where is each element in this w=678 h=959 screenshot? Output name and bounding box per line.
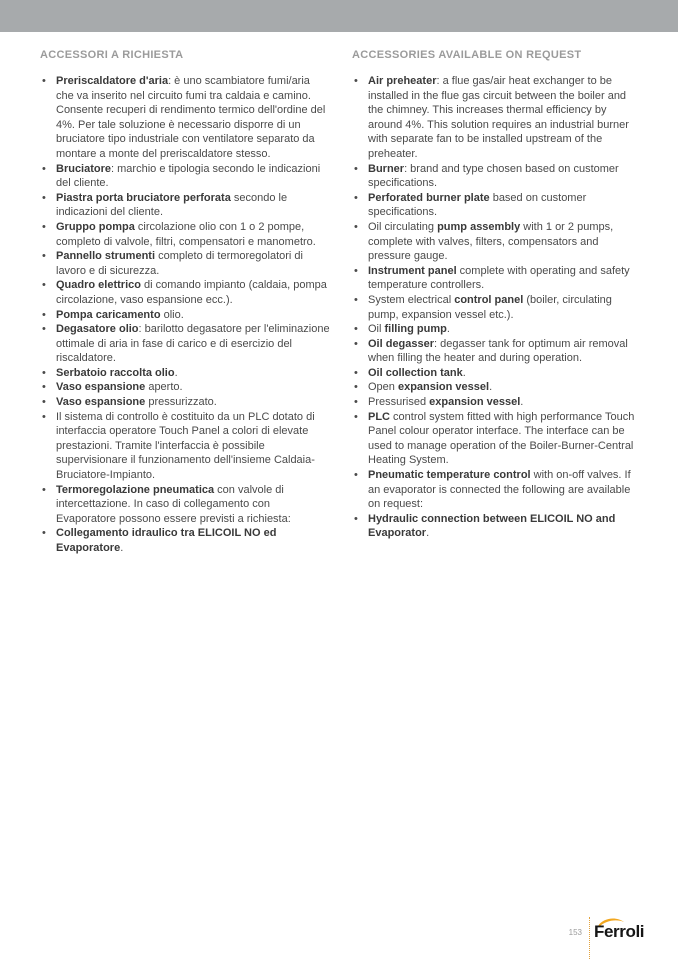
list-item-bold-text: Air preheater <box>368 75 437 87</box>
list-item-text: control system fitted with high performance Touch Panel colour operator interface. The interface can be used to manage operation of the Boiler-Burner-Central Heating System. <box>368 410 635 467</box>
list-item-bold-text: Pompa caricamento <box>56 308 161 321</box>
list-item <box>40 220 330 249</box>
list-item-text: Pressurised <box>368 396 430 409</box>
list-item <box>40 483 330 527</box>
list-item-text: System electrical <box>368 293 455 306</box>
list-item <box>352 380 642 395</box>
top-gray-bar <box>0 0 678 32</box>
list-item <box>40 322 330 366</box>
list-item <box>352 337 642 366</box>
bullet-list-italian <box>40 74 330 556</box>
list-item <box>40 395 330 410</box>
list-item-bold-text: Piastra porta bruciatore perforata <box>56 191 231 204</box>
list-item-bold-text: Perforated burner plate <box>368 191 490 204</box>
left-column-heading: ACCESSORI A RICHIESTA <box>40 49 184 61</box>
list-item-text: Oil circulating <box>368 220 438 233</box>
list-item <box>352 74 642 162</box>
list-item-text: pressurizzato. <box>145 396 217 409</box>
list-item-bold-text: control panel <box>454 293 524 306</box>
list-item-text: with on-off valves. If an evaporator is connected the following are available on request: <box>368 469 631 511</box>
list-item-bold-text: Oil degasser <box>368 337 435 350</box>
list-item-text: Open <box>368 381 398 394</box>
list-item-bold-text: Vaso espansione <box>56 381 146 394</box>
list-item-text: : barilotto degasatore per l'eliminazione ottimale di aria in fase di carico e di esercizio del riscaldatore. <box>56 323 330 365</box>
list-item-bold-text: Degasatore olio <box>56 323 139 336</box>
logo-wordmark: Ferroli <box>594 922 645 941</box>
list-item-text: with 1 or 2 pumps, complete with valves, filters, compensators and pressure gauge. <box>368 220 614 263</box>
list-item-text: Il sistema di controllo è costituito da un PLC dotato di interfaccia operatore Touch Panel a colori di elevate prestazioni. Tramite l'interfaccia è possibile supervisionare il funzionamento dell'insieme Caldaia-Bruciatore-Impianto. <box>56 410 315 482</box>
list-item <box>40 74 330 162</box>
list-item <box>40 249 330 278</box>
list-item-bold-text: Burner <box>368 162 405 175</box>
list-item <box>40 191 330 220</box>
page-footer <box>478 911 678 959</box>
list-item <box>352 264 642 293</box>
ferroli-logo <box>594 920 648 942</box>
list-item-text: (boiler, circulating pump, expansion vessel etc.). <box>368 293 612 321</box>
list-item-text: : è uno scambiatore fumi/aria che va inserito nel circuito fumi tra caldaia e camino. Consente recuperi di rendimento termico dell'ordine del 4%. Per tale soluzione è necessario disporre di un bruciatore tipo industriale con ventilatore separato da montare a monte del preriscaldatore stesso. <box>56 75 326 160</box>
list-item-text: Oil <box>368 323 385 336</box>
list-item <box>40 366 330 381</box>
list-item <box>40 308 330 323</box>
list-item <box>352 191 642 220</box>
list-item <box>40 162 330 191</box>
list-item-text: . <box>120 542 124 554</box>
list-item <box>352 395 642 410</box>
list-item-text: . <box>174 366 178 379</box>
list-item-bold-text: Collegamento idraulico tra ELICOIL NO ed Evaporatore <box>56 527 277 554</box>
list-item-bold-text: Gruppo pompa <box>56 220 135 233</box>
list-item-bold-text: Pannello strumenti <box>56 250 156 263</box>
list-item <box>352 220 642 264</box>
list-item-text: . <box>446 323 450 336</box>
list-item-text: secondo le indicazioni del cliente. <box>56 191 288 219</box>
list-item <box>40 380 330 395</box>
list-item-bold-text: filling pump <box>384 323 447 336</box>
list-item-text: . <box>462 366 466 379</box>
list-item <box>40 410 330 483</box>
list-item <box>352 512 642 541</box>
page-content <box>40 32 642 556</box>
list-item-bold-text: expansion vessel <box>429 396 521 409</box>
list-item-text: completo di termoregolatori di lavoro e di sicurezza. <box>56 250 303 277</box>
list-item <box>352 366 642 381</box>
list-item-bold-text: Hydraulic connection between ELICOIL NO and Evaporator <box>368 512 616 540</box>
footer-dotted-divider <box>589 917 590 959</box>
list-item-text: complete with operating and safety temperature controllers. <box>368 264 630 292</box>
list-item-text: circolazione olio con 1 o 2 pompe, completo di valvole, filtri, compensatori e manometro. <box>56 220 316 248</box>
list-item <box>352 468 642 512</box>
list-item-text: di comando impianto (caldaia, pompa circolazione, vaso espansione ecc.). <box>56 279 327 306</box>
list-item-text: : brand and type chosen based on customer specifications. <box>368 162 619 190</box>
list-item-text: : marchio e tipologia secondo le indicazioni del cliente. <box>56 162 321 190</box>
list-item-bold-text: Oil collection tank <box>368 366 463 379</box>
list-item-bold-text: expansion vessel <box>397 381 490 394</box>
list-item-text: . <box>426 527 430 540</box>
list-item-text: olio. <box>160 308 184 321</box>
list-item-bold-text: pump assembly <box>437 220 521 233</box>
list-item-text: based on customer specifications. <box>368 191 587 219</box>
list-item <box>40 278 330 307</box>
list-item-bold-text: Instrument panel <box>368 264 457 277</box>
list-item <box>352 410 642 468</box>
list-item-bold-text: Pneumatic temperature control <box>368 469 531 482</box>
list-item-bold-text: PLC <box>368 410 390 423</box>
list-item <box>40 526 330 555</box>
list-item-text: aperto. <box>145 381 183 394</box>
list-item-bold-text: Preriscaldatore d'aria <box>56 75 169 87</box>
list-item-bold-text: Quadro elettrico <box>56 279 141 292</box>
left-column <box>40 32 330 556</box>
list-item <box>352 162 642 191</box>
list-item-text: con valvole di intercettazione. In caso di collegamento con Evaporatore possono essere previsti a richiesta: <box>56 483 291 525</box>
page-number: 153 <box>568 928 582 937</box>
list-item-text: . <box>520 396 524 409</box>
list-item-text: . <box>489 381 493 394</box>
list-item <box>352 322 642 337</box>
list-item-bold-text: Serbatoio raccolta olio <box>56 366 175 379</box>
right-column-heading: ACCESSORIES AVAILABLE ON REQUEST <box>352 49 582 61</box>
list-item-text: : degasser tank for optimum air removal when filling the heater and during operation. <box>368 337 628 365</box>
list-item-bold-text: Vaso espansione <box>56 396 146 409</box>
list-item-text: : a flue gas/air heat exchanger to be installed in the flue gas circuit between the boiler and the chimney. This increases thermal efficiency by around 4%. This solution requires an industrial burner with separate fan to be installed upstream of the preheater. <box>368 75 629 160</box>
list-item-bold-text: Termoregolazione pneumatica <box>56 483 215 496</box>
bullet-list-english <box>352 74 642 541</box>
list-item <box>352 293 642 322</box>
list-item-bold-text: Bruciatore <box>56 162 112 175</box>
right-column <box>352 32 642 556</box>
